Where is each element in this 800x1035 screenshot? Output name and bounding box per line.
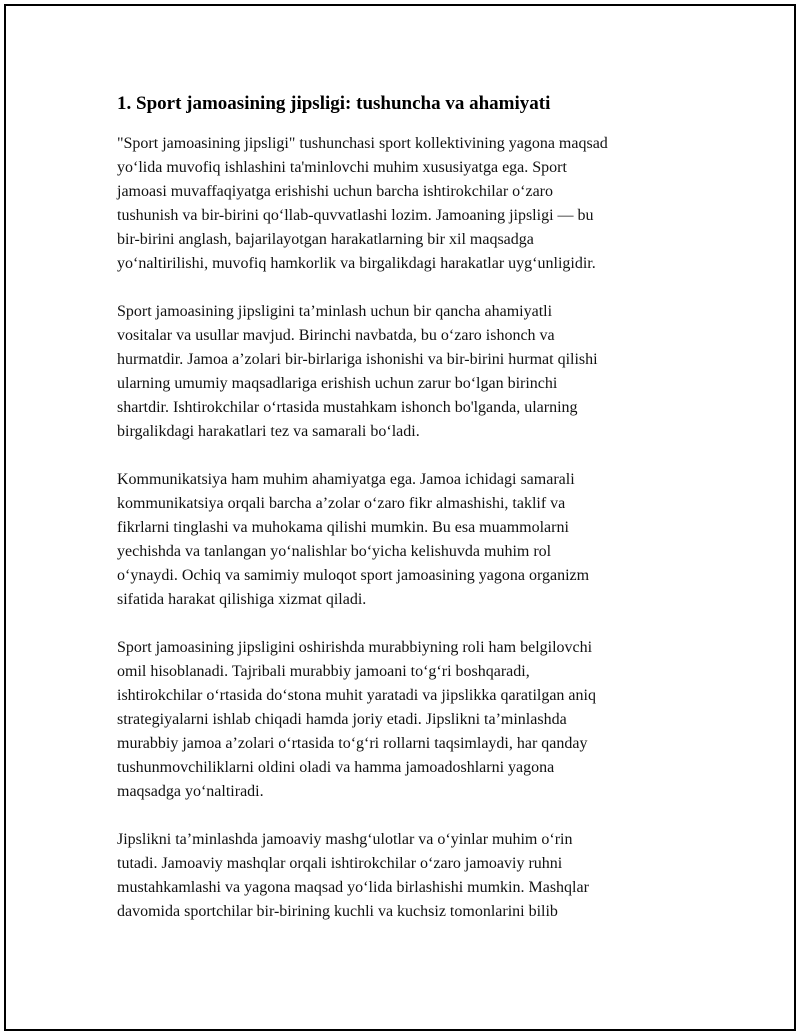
paragraph <box>117 468 689 612</box>
paragraph <box>117 132 689 276</box>
paragraph-line: ishtirokchilar o‘rtasida do‘stona muhit yaratadi va jipslikka qaratilgan aniq <box>117 687 596 704</box>
paragraph-line: vositalar va usullar mavjud. Birinchi navbatda, bu o‘zaro ishonch va <box>117 327 555 344</box>
paragraph-line: jamoasi muvaffaqiyatga erishishi uchun barcha ishtirokchilar o‘zaro <box>117 183 553 200</box>
paragraph-line: shartdir. Ishtirokchilar o‘rtasida mustahkam ishonch bo'lganda, ularning <box>117 399 578 416</box>
paragraph-line: tushunmovchiliklarni oldini oladi va hamma jamoadoshlarni yagona <box>117 759 555 776</box>
paragraph-line: "Sport jamoasining jipsligi" tushunchasi sport kollektivining yagona maqsad <box>117 135 608 152</box>
paragraph-line: yo‘naltirilishi, muvofiq hamkorlik va birgalikdagi harakatlar uyg‘unligidir. <box>117 255 596 272</box>
paragraph-line: davomida sportchilar bir-birining kuchli va kuchsiz tomonlarini bilib <box>117 903 558 920</box>
paragraph-line: bir-birini anglash, bajarilayotgan harakatlarning bir xil maqsadga <box>117 231 534 248</box>
paragraph-line: kommunikatsiya orqali barcha a’zolar o‘zaro fikr almashishi, taklif va <box>117 495 566 512</box>
document-body <box>117 92 689 948</box>
paragraph-line: birgalikdagi harakatlari tez va samarali bo‘ladi. <box>117 423 420 440</box>
paragraph <box>117 300 689 444</box>
paragraph-line: murabbiy jamoa a’zolari o‘rtasida to‘g‘ri rollarni taqsimlaydi, har qanday <box>117 735 588 752</box>
paragraph-line: fikrlarni tinglashi va muhokama qilishi mumkin. Bu esa muammolarni <box>117 519 569 536</box>
section-title: 1. Sport jamoasining jipsligi: tushuncha va ahamiyati <box>117 93 551 114</box>
paragraph-line: strategiyalarni ishlab chiqadi hamda joriy etadi. Jipslikni ta’minlashda <box>117 711 567 728</box>
paragraph-line: ularning umumiy maqsadlariga erishish uchun zarur bo‘lgan birinchi <box>117 375 558 392</box>
paragraph-line: Kommunikatsiya ham muhim ahamiyatga ega. Jamoa ichidagi samarali <box>117 471 575 488</box>
paragraph-line: mustahkamlashi va yagona maqsad yo‘lida birlashishi mumkin. Mashqlar <box>117 879 589 896</box>
paragraph <box>117 828 689 924</box>
paragraph-line: o‘ynaydi. Ochiq va samimiy muloqot sport jamoasining yagona organizm <box>117 567 590 584</box>
paragraph-line: Sport jamoasining jipsligini oshirishda murabbiyning roli ham belgilovchi <box>117 639 593 656</box>
paragraph-line: Sport jamoasining jipsligini ta’minlash uchun bir qancha ahamiyatli <box>117 303 553 320</box>
paragraph-line: Jipslikni ta’minlashda jamoaviy mashg‘ulotlar va o‘yinlar muhim o‘rin <box>117 831 573 848</box>
paragraph-line: hurmatdir. Jamoa a’zolari bir-birlariga ishonishi va bir-birini hurmat qilishi <box>117 351 598 368</box>
paragraph <box>117 636 689 804</box>
paragraph-line: tushunish va bir-birini qo‘llab-quvvatlashi lozim. Jamoaning jipsligi — bu <box>117 207 594 224</box>
paragraph-list <box>117 132 689 924</box>
paragraph-line: omil hisoblanadi. Tajribali murabbiy jamoani to‘g‘ri boshqaradi, <box>117 663 530 680</box>
paragraph-line: tutadi. Jamoaviy mashqlar orqali ishtirokchilar o‘zaro jamoaviy ruhni <box>117 855 563 872</box>
paragraph-line: yechishda va tanlangan yo‘nalishlar bo‘yicha kelishuvda muhim rol <box>117 543 552 560</box>
paragraph-line: maqsadga yo‘naltiradi. <box>117 783 264 800</box>
paragraph-line: yo‘lida muvofiq ishlashini ta'minlovchi muhim xususiyatga ega. Sport <box>117 159 567 176</box>
paragraph-line: sifatida harakat qilishiga xizmat qiladi. <box>117 591 367 608</box>
